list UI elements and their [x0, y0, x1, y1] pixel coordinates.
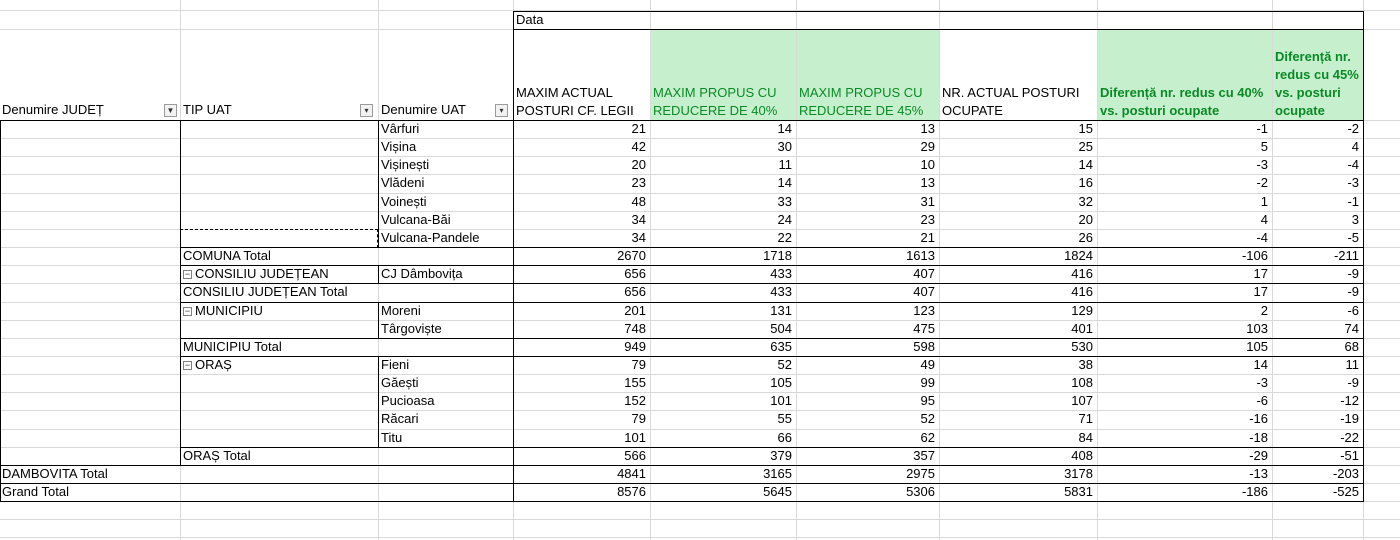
value-cell[interactable]: -51: [1340, 447, 1359, 463]
table-border: [1363, 11, 1364, 502]
row-label-tip[interactable]: [181, 302, 378, 320]
value-cell[interactable]: -1: [1347, 193, 1359, 209]
value-cell[interactable]: 1718: [763, 248, 792, 264]
value-cell[interactable]: 79: [631, 356, 646, 372]
value-cell[interactable]: 379: [770, 447, 792, 463]
value-cell[interactable]: -5: [1347, 229, 1359, 245]
value-cell[interactable]: 656: [624, 266, 646, 282]
row-label-uat[interactable]: Fieni: [381, 356, 410, 372]
value-cell[interactable]: -22: [1340, 429, 1359, 445]
gridline: [0, 519, 1400, 520]
value-cell[interactable]: -6: [1256, 393, 1268, 409]
row-label-uat[interactable]: Moreni: [381, 302, 421, 318]
value-cell[interactable]: 21: [631, 121, 646, 136]
value-cell[interactable]: 4: [1260, 211, 1268, 227]
value-cell[interactable]: 407: [913, 266, 935, 282]
value-cell[interactable]: 33: [777, 193, 792, 209]
value-cell[interactable]: 3178: [1064, 465, 1093, 481]
row-label-uat[interactable]: Vârfuri: [381, 121, 420, 136]
value-cell[interactable]: 29: [920, 139, 935, 155]
value-cell[interactable]: 11: [1345, 356, 1359, 372]
table-border: [180, 265, 1364, 266]
value-cell[interactable]: 5306: [906, 484, 935, 499]
value-cell[interactable]: 34: [631, 211, 646, 227]
table-border: [180, 447, 1364, 448]
collapse-toggle-icon[interactable]: −: [184, 269, 191, 280]
value-cell[interactable]: 14: [777, 175, 792, 191]
row-label-judet[interactable]: Grand Total: [2, 484, 69, 499]
row-label-tip[interactable]: CONSILIU JUDEȚEAN Total: [183, 284, 348, 300]
value-cell[interactable]: 20: [1078, 211, 1093, 227]
value-cell[interactable]: -3: [1347, 175, 1359, 191]
row-label-uat[interactable]: Vișina: [381, 139, 417, 155]
row-field-uat-label: Denumire UAT: [381, 102, 467, 117]
value-cell[interactable]: -3: [1256, 375, 1268, 391]
value-cell[interactable]: 416: [1071, 284, 1093, 300]
row-label-uat[interactable]: Titu: [381, 429, 403, 445]
value-cell[interactable]: 66: [777, 429, 792, 445]
value-cell[interactable]: 1824: [1064, 248, 1093, 264]
value-cell[interactable]: -9: [1347, 375, 1359, 391]
table-border: [180, 302, 1364, 303]
value-cell[interactable]: 1613: [906, 248, 935, 264]
value-cell[interactable]: 24: [777, 211, 792, 227]
value-cell[interactable]: 23: [631, 175, 646, 191]
data-header-label[interactable]: Data: [516, 12, 544, 27]
value-cell[interactable]: 5831: [1064, 484, 1093, 499]
value-cell[interactable]: 103: [1246, 320, 1268, 336]
table-border: [0, 465, 1364, 466]
value-cell[interactable]: 14: [1253, 356, 1268, 372]
table-border: [378, 356, 379, 447]
value-cell[interactable]: -4: [1347, 157, 1359, 173]
value-cell[interactable]: 949: [624, 338, 646, 354]
value-cell[interactable]: 566: [624, 447, 646, 463]
value-cell[interactable]: 656: [624, 284, 646, 300]
row-label-uat[interactable]: Vlădeni: [381, 175, 425, 191]
value-cell[interactable]: 16: [1078, 175, 1093, 191]
row-label-tip-label: ORAȘ: [195, 356, 232, 372]
value-cell[interactable]: 11: [778, 157, 792, 173]
value-cell[interactable]: 49: [920, 356, 935, 372]
value-cell[interactable]: -2: [1256, 175, 1268, 191]
table-border: [0, 120, 1, 502]
gridline: [0, 156, 1400, 157]
table-border: [378, 265, 379, 283]
value-cell[interactable]: 31: [920, 193, 935, 209]
value-cell[interactable]: 55: [777, 411, 792, 427]
value-cell[interactable]: -186: [1241, 484, 1268, 499]
value-cell[interactable]: 34: [631, 229, 646, 245]
row-field-header-judet[interactable]: [0, 101, 179, 119]
table-border: [513, 11, 1364, 12]
row-label-tip-label: MUNICIPIU: [195, 302, 263, 318]
row-label-tip[interactable]: [181, 265, 378, 283]
value-cell[interactable]: -19: [1340, 411, 1359, 427]
value-cell[interactable]: 2975: [906, 465, 935, 481]
measure-header-4[interactable]: NR. ACTUAL POSTURI OCUPATE: [942, 85, 1080, 118]
value-cell[interactable]: 15: [1078, 121, 1093, 136]
value-cell[interactable]: -1: [1256, 121, 1268, 136]
table-border: [0, 120, 1364, 121]
value-cell[interactable]: 2: [1260, 302, 1268, 318]
row-field-header-uat[interactable]: [379, 101, 512, 119]
row-label-tip-label: CONSILIU JUDEȚEAN: [195, 266, 329, 282]
value-cell[interactable]: -18: [1249, 429, 1268, 445]
value-cell[interactable]: -9: [1347, 284, 1359, 300]
value-cell[interactable]: 13: [920, 175, 935, 191]
row-field-header-tip[interactable]: [181, 101, 377, 119]
value-cell[interactable]: 105: [1246, 338, 1268, 354]
value-cell[interactable]: 401: [1071, 320, 1093, 336]
gridline: [0, 193, 1400, 194]
row-label-uat[interactable]: Vulcana-Băi: [381, 211, 451, 227]
row-field-tip-label: TIP UAT: [183, 102, 232, 117]
value-cell[interactable]: 14: [777, 121, 792, 136]
value-cell[interactable]: -211: [1333, 248, 1359, 264]
value-cell[interactable]: 101: [624, 429, 646, 445]
value-cell[interactable]: -4: [1256, 229, 1268, 245]
value-cell[interactable]: 475: [913, 320, 935, 336]
gridline: [0, 374, 1400, 375]
value-cell[interactable]: -106: [1241, 248, 1268, 264]
table-border: [378, 302, 379, 338]
value-cell[interactable]: -525: [1332, 484, 1359, 499]
value-cell[interactable]: 107: [1071, 393, 1093, 409]
value-cell[interactable]: 23: [920, 211, 935, 227]
row-label-tip[interactable]: ORAȘ Total: [183, 447, 251, 463]
value-cell[interactable]: 62: [920, 429, 935, 445]
value-cell[interactable]: 5645: [763, 484, 792, 499]
value-cell[interactable]: 74: [1344, 320, 1359, 336]
value-cell[interactable]: 68: [1344, 338, 1359, 354]
row-label-uat[interactable]: Târgoviște: [381, 320, 442, 336]
row-label-tip[interactable]: COMUNA Total: [183, 248, 271, 264]
gridline: [796, 0, 797, 540]
dropdown-arrow-icon[interactable]: ▾: [360, 104, 373, 117]
value-cell[interactable]: 52: [920, 411, 935, 427]
gridline: [0, 537, 1400, 538]
value-cell[interactable]: 408: [1071, 447, 1093, 463]
value-cell[interactable]: -2: [1347, 121, 1359, 136]
value-cell[interactable]: 32: [1078, 193, 1093, 209]
row-label-tip[interactable]: MUNICIPIU Total: [183, 338, 282, 354]
gridline: [1097, 0, 1098, 540]
value-cell[interactable]: 20: [631, 157, 646, 173]
table-border: [378, 120, 379, 247]
value-cell[interactable]: 3: [1351, 211, 1359, 227]
value-cell[interactable]: 13: [920, 121, 935, 136]
value-cell[interactable]: 131: [770, 302, 792, 318]
value-cell[interactable]: 99: [920, 375, 935, 391]
value-cell[interactable]: 152: [624, 393, 646, 409]
value-cell[interactable]: -13: [1249, 465, 1268, 481]
value-cell[interactable]: 155: [624, 375, 646, 391]
value-cell[interactable]: -203: [1332, 465, 1359, 481]
table-border: [0, 501, 1364, 502]
row-label-uat[interactable]: CJ Dâmbovița: [381, 266, 463, 282]
row-label-uat[interactable]: Găești: [381, 375, 419, 391]
value-cell[interactable]: 26: [1078, 229, 1093, 245]
table-border: [513, 11, 514, 502]
value-cell[interactable]: 14: [1078, 157, 1093, 173]
value-cell[interactable]: 3165: [763, 465, 792, 481]
value-cell[interactable]: 22: [777, 229, 792, 245]
value-cell[interactable]: 416: [1071, 266, 1093, 282]
value-cell[interactable]: 748: [624, 320, 646, 336]
collapse-toggle-icon[interactable]: −: [184, 360, 191, 370]
value-cell[interactable]: 123: [913, 302, 935, 318]
value-cell[interactable]: -16: [1249, 411, 1268, 427]
gridline: [0, 174, 1400, 175]
value-cell[interactable]: 4: [1351, 139, 1359, 155]
value-cell[interactable]: 433: [770, 266, 792, 282]
active-cell-selection[interactable]: [180, 229, 378, 248]
gridline: [1272, 0, 1273, 540]
value-cell[interactable]: 407: [913, 284, 935, 300]
value-cell[interactable]: 79: [631, 411, 646, 427]
value-cell[interactable]: 530: [1071, 338, 1093, 354]
value-cell[interactable]: 71: [1078, 411, 1093, 427]
value-cell[interactable]: 433: [770, 284, 792, 300]
value-cell[interactable]: 357: [913, 447, 935, 463]
row-field-judet-label: Denumire JUDEȚ: [2, 102, 104, 117]
table-border: [180, 120, 181, 466]
value-cell[interactable]: 5: [1260, 139, 1268, 155]
table-border: [0, 483, 1364, 484]
gridline: [0, 410, 1400, 411]
value-cell[interactable]: -12: [1340, 393, 1359, 409]
measure-header-5[interactable]: Diferență nr. redus cu 40% vs. posturi ocupate: [1098, 29, 1272, 120]
gridline: [650, 0, 651, 540]
value-cell[interactable]: 17: [1253, 266, 1268, 282]
value-cell[interactable]: -29: [1249, 447, 1268, 463]
row-label-judet[interactable]: DAMBOVITA Total: [2, 465, 108, 481]
value-cell[interactable]: 30: [777, 139, 792, 155]
value-cell[interactable]: 25: [1078, 139, 1093, 155]
table-border: [180, 356, 1364, 357]
row-label-tip[interactable]: [181, 356, 378, 374]
value-cell[interactable]: 635: [770, 338, 792, 354]
gridline: [0, 320, 1400, 321]
value-cell[interactable]: 48: [631, 193, 646, 209]
value-cell[interactable]: 84: [1078, 429, 1093, 445]
filter-icon[interactable]: ▼: [164, 104, 177, 117]
value-cell[interactable]: 2670: [617, 248, 646, 264]
table-border: [513, 29, 1364, 30]
gridline: [939, 0, 940, 540]
value-cell[interactable]: 8576: [617, 484, 646, 499]
measure-header-2[interactable]: MAXIM PROPUS CU REDUCERE DE 40%: [651, 29, 796, 120]
row-label-uat[interactable]: Vișinești: [381, 157, 430, 173]
value-cell[interactable]: 1: [1260, 193, 1268, 209]
measure-header-1[interactable]: MAXIM ACTUAL POSTURI CF. LEGII: [516, 85, 634, 118]
value-cell[interactable]: 201: [624, 302, 646, 318]
gridline: [0, 211, 1400, 212]
value-cell[interactable]: -9: [1347, 266, 1359, 282]
value-cell[interactable]: 4841: [617, 465, 646, 481]
row-label-uat[interactable]: Răcari: [381, 411, 419, 427]
value-cell[interactable]: 95: [920, 393, 935, 409]
value-cell[interactable]: 598: [913, 338, 935, 354]
table-border: [180, 338, 1364, 339]
row-label-uat[interactable]: Voinești: [381, 193, 427, 209]
value-cell[interactable]: 504: [770, 320, 792, 336]
value-cell[interactable]: 42: [631, 139, 646, 155]
table-border: [180, 283, 1364, 284]
gridline: [0, 429, 1400, 430]
value-cell[interactable]: 129: [1071, 302, 1093, 318]
measure-header-6[interactable]: Diferență nr. redus cu 45% vs. posturi ocupate: [1273, 29, 1363, 120]
value-cell[interactable]: 101: [770, 393, 792, 409]
dropdown-arrow-icon[interactable]: ▾: [495, 104, 508, 117]
measure-header-3[interactable]: MAXIM PROPUS CU REDUCERE DE 45%: [797, 29, 939, 120]
collapse-toggle-icon[interactable]: −: [184, 305, 191, 316]
gridline: [0, 392, 1400, 393]
value-cell[interactable]: 52: [777, 356, 792, 372]
value-cell[interactable]: 105: [770, 375, 792, 391]
value-cell[interactable]: -6: [1347, 302, 1359, 318]
value-cell[interactable]: -3: [1256, 157, 1268, 173]
row-label-uat[interactable]: Vulcana-Pandele: [381, 229, 480, 245]
value-cell[interactable]: 10: [920, 157, 935, 173]
row-label-uat[interactable]: Pucioasa: [381, 393, 435, 409]
value-cell[interactable]: 38: [1078, 356, 1093, 372]
value-cell[interactable]: 17: [1253, 284, 1268, 300]
gridline: [0, 138, 1400, 139]
value-cell[interactable]: 108: [1071, 375, 1093, 391]
value-cell[interactable]: 21: [920, 229, 935, 245]
